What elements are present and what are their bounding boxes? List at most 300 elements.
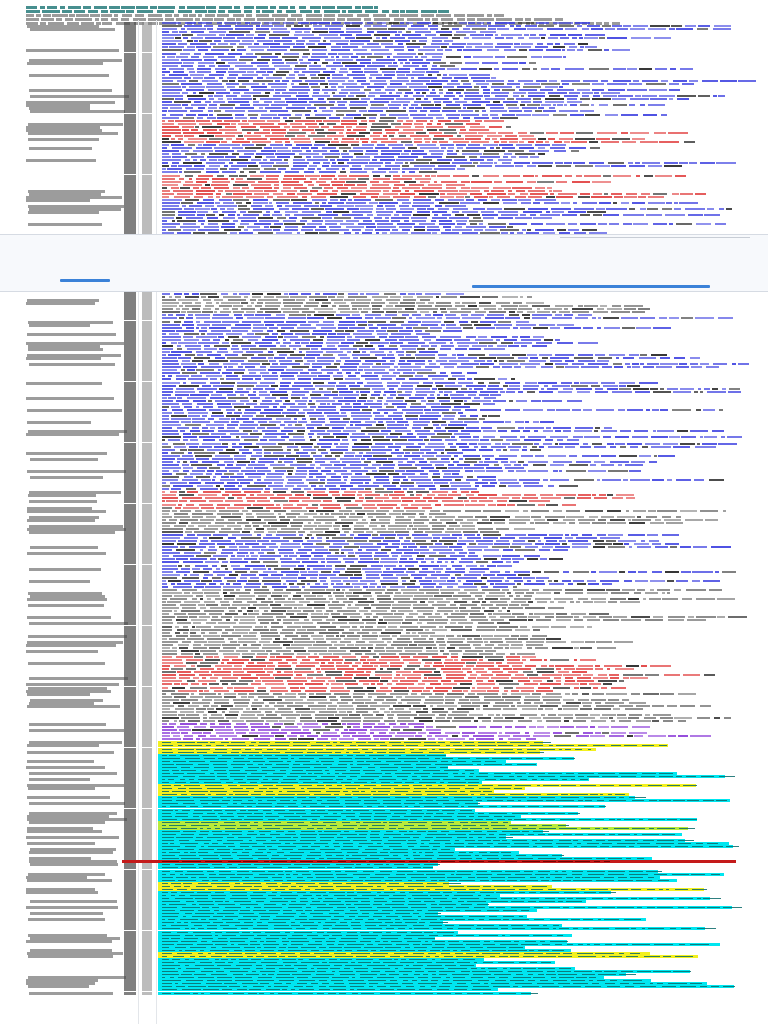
line-text: [162, 482, 166, 484]
line-text: [386, 110, 406, 112]
line-text: [292, 391, 309, 393]
line-text: [265, 311, 281, 313]
line-text: [470, 159, 484, 161]
line-text: [507, 360, 525, 362]
line-text: [162, 168, 166, 170]
line-text: [218, 56, 236, 58]
line-text: [187, 369, 195, 371]
line-text: [200, 159, 205, 161]
line-text: [353, 77, 366, 79]
line-text: [225, 491, 241, 493]
line-text: [603, 214, 619, 216]
line-text: [174, 412, 184, 414]
line-text: [406, 43, 427, 45]
line-text: [522, 68, 530, 70]
line-text: [235, 25, 253, 27]
line-text: [299, 59, 303, 61]
line-text: [162, 345, 173, 347]
line-text: [182, 302, 192, 304]
line-text: [439, 552, 455, 554]
line-text: [402, 513, 416, 515]
line-text: [201, 366, 221, 368]
line-text: [207, 333, 223, 335]
line-text: [655, 175, 672, 177]
line-text: [279, 458, 294, 460]
line-text: [553, 549, 568, 551]
line-text: [515, 165, 523, 167]
line-text: [480, 439, 489, 441]
line-text: [242, 415, 253, 417]
line-text: [689, 80, 698, 82]
line-text: [162, 427, 172, 429]
line-text: [508, 193, 515, 195]
line-text: [213, 46, 233, 48]
line-text: [178, 540, 198, 542]
line-text: [407, 491, 413, 493]
line-text: [182, 34, 193, 36]
line-text: [612, 305, 622, 307]
line-text: [408, 516, 415, 518]
line-text: [285, 400, 290, 402]
line-text: [196, 406, 199, 408]
line-text: [494, 464, 499, 466]
line-text: [460, 165, 475, 167]
line-text: [454, 339, 470, 341]
line-text: [465, 196, 470, 198]
line-text: [178, 123, 196, 125]
line-text: [225, 156, 236, 158]
line-text: [478, 443, 491, 445]
line-text: [414, 141, 422, 143]
line-text: [326, 366, 337, 368]
line-text: [187, 397, 206, 399]
line-text: [396, 98, 414, 100]
line-text: [340, 458, 360, 460]
line-text: [539, 354, 552, 356]
line-text: [244, 491, 260, 493]
line-text: [162, 147, 167, 149]
line-text: [436, 427, 440, 429]
line-text: [550, 193, 555, 195]
line-text: [212, 120, 221, 122]
line-text: [195, 510, 202, 512]
line-text: [643, 114, 657, 116]
line-text: [441, 181, 458, 183]
line-text: [482, 296, 498, 298]
line-text: [454, 120, 470, 122]
line-text: [427, 397, 434, 399]
line-text: [564, 162, 572, 164]
line-text: [433, 473, 440, 475]
line-text: [482, 455, 494, 457]
line-text: [473, 162, 477, 164]
line-text: [417, 211, 431, 213]
line-text: [419, 513, 424, 515]
line-text: [425, 293, 441, 295]
line-text: [358, 178, 369, 180]
line-text: [174, 321, 181, 323]
line-text: [702, 443, 717, 445]
line-text: [179, 494, 194, 496]
line-text: [180, 187, 190, 189]
line-text: [341, 552, 344, 554]
line-text: [501, 342, 513, 344]
line-text: [487, 159, 493, 161]
line-text: [304, 357, 315, 359]
line-text: [361, 98, 370, 100]
line-text: [465, 409, 477, 411]
line-text: [257, 540, 269, 542]
line-text: [523, 409, 544, 411]
line-text: [547, 43, 553, 45]
line-text: [307, 360, 314, 362]
line-text: [327, 345, 335, 347]
line-text: [343, 418, 350, 420]
line-text: [632, 366, 640, 368]
line-text: [415, 363, 425, 365]
line-text: [470, 193, 483, 195]
line-text: [162, 385, 176, 387]
line-text: [509, 400, 513, 402]
line-text: [280, 424, 285, 426]
line-text: [206, 168, 218, 170]
line-text: [203, 308, 211, 310]
line-text: [264, 491, 270, 493]
line-text: [188, 449, 204, 451]
line-text: [311, 552, 331, 554]
line-text: [271, 129, 286, 131]
line-text: [462, 153, 482, 155]
line-text: [267, 330, 273, 332]
line-text: [353, 357, 357, 359]
line-text: [386, 305, 393, 307]
line-text: [662, 516, 671, 518]
line-text: [530, 449, 542, 451]
line-text: [350, 436, 370, 438]
line-text: [330, 461, 340, 463]
line-text: [419, 418, 437, 420]
line-text: [348, 375, 356, 377]
line-text: [294, 25, 303, 27]
line-text: [357, 80, 366, 82]
line-text: [377, 223, 393, 225]
line-text: [545, 141, 550, 143]
line-text: [162, 299, 176, 301]
line-text: [218, 336, 224, 338]
line-text: [356, 95, 366, 97]
line-text: [513, 95, 520, 97]
line-text: [383, 464, 395, 466]
line-text: [391, 452, 405, 454]
line-text: [352, 449, 371, 451]
line-text: [446, 92, 453, 94]
line-text: [390, 83, 403, 85]
line-text: [519, 537, 540, 539]
line-text: [346, 427, 361, 429]
line-text: [581, 366, 599, 368]
line-text: [456, 391, 477, 393]
line-text: [625, 363, 630, 365]
line-text: [245, 366, 256, 368]
line-text: [310, 418, 316, 420]
line-text: [580, 214, 590, 216]
line-text: [233, 193, 252, 195]
line-text: [451, 372, 462, 374]
line-text: [343, 476, 348, 478]
line-text: [218, 190, 223, 192]
line-text: [307, 540, 323, 542]
line-text: [358, 491, 373, 493]
line-text: [585, 510, 603, 512]
line-text: [631, 461, 645, 463]
line-text: [181, 83, 202, 85]
line-text: [428, 360, 432, 362]
line-text: [627, 409, 643, 411]
line-text: [300, 372, 309, 374]
line-text: [445, 439, 457, 441]
line-text: [639, 68, 651, 70]
line-text: [366, 427, 385, 429]
line-text: [200, 519, 214, 521]
line-text: [497, 500, 507, 502]
line-text: [416, 120, 427, 122]
line-text: [281, 436, 289, 438]
line-text: [298, 421, 307, 423]
line-text: [319, 178, 331, 180]
line-text: [698, 388, 701, 390]
line-text: [181, 421, 191, 423]
line-text: [590, 147, 600, 149]
line-text: [183, 162, 202, 164]
line-text: [313, 330, 332, 332]
line-text: [266, 534, 272, 536]
line-text: [428, 196, 436, 198]
line-text: [282, 412, 296, 414]
line-text: [285, 205, 300, 207]
line-text: [448, 464, 454, 466]
line-text: [555, 43, 560, 45]
line-text: [241, 220, 257, 222]
line-text: [426, 83, 442, 85]
line-text: [372, 470, 376, 472]
line-text: [646, 83, 666, 85]
line-text: [196, 351, 213, 353]
line-text: [344, 184, 354, 186]
line-text: [260, 126, 280, 128]
line-text: [385, 217, 388, 219]
line-text: [236, 202, 242, 204]
line-text: [309, 68, 326, 70]
line-text: [179, 178, 184, 180]
line-text: [510, 546, 521, 548]
line-text: [353, 403, 361, 405]
line-text: [187, 409, 206, 411]
line-text: [277, 494, 292, 496]
line-text: [524, 485, 543, 487]
line-text: [502, 494, 522, 496]
line-text: [445, 427, 463, 429]
line-text: [625, 464, 642, 466]
line-text: [516, 98, 531, 100]
line-text: [479, 500, 493, 502]
line-text: [188, 378, 208, 380]
line-text: [162, 59, 179, 61]
line-text: [276, 418, 291, 420]
line-text: [541, 366, 553, 368]
line-text: [215, 202, 220, 204]
line-text: [601, 92, 621, 94]
line-text: [342, 214, 363, 216]
line-text: [353, 531, 364, 533]
line-text: [280, 345, 286, 347]
line-text: [548, 37, 558, 39]
line-text: [291, 491, 304, 493]
line-text: [442, 110, 456, 112]
line-text: [162, 305, 177, 307]
line-text: [608, 546, 625, 548]
line-text: [456, 443, 467, 445]
line-text: [239, 59, 253, 61]
line-text: [396, 549, 413, 551]
line-text: [479, 302, 491, 304]
line-text: [578, 314, 593, 316]
line-text: [361, 439, 371, 441]
line-text: [557, 229, 567, 231]
line-text: [195, 455, 212, 457]
line-text: [296, 452, 308, 454]
line-text: [458, 357, 477, 359]
line-text: [455, 348, 467, 350]
line-text: [568, 540, 587, 542]
line-text: [311, 348, 318, 350]
line-text: [406, 446, 421, 448]
line-text: [309, 299, 314, 301]
line-text: [367, 56, 384, 58]
line-text: [499, 455, 517, 457]
line-text: [669, 317, 679, 319]
line-text: [379, 470, 394, 472]
line-text: [283, 187, 291, 189]
line-text: [471, 491, 479, 493]
line-text: [412, 540, 427, 542]
line-text: [508, 485, 521, 487]
line-text: [604, 193, 608, 195]
line-text: [394, 491, 404, 493]
line-text: [528, 196, 542, 198]
line-text: [260, 372, 269, 374]
line-text: [530, 156, 539, 158]
line-text: [162, 28, 177, 30]
line-text: [274, 211, 280, 213]
line-text: [410, 135, 429, 137]
line-text: [355, 372, 360, 374]
line-text: [416, 333, 430, 335]
line-text: [316, 120, 321, 122]
line-text: [196, 336, 217, 338]
line-text: [432, 534, 450, 536]
line-text: [309, 101, 327, 103]
line-text: [680, 68, 694, 70]
line-text: [508, 470, 514, 472]
line-text: [432, 65, 438, 67]
line-text: [377, 31, 397, 33]
line-text: [252, 522, 266, 524]
line-text: [348, 293, 358, 295]
line-text: [256, 452, 263, 454]
line-text: [535, 175, 538, 177]
line-text: [162, 293, 170, 295]
line-text: [162, 317, 177, 319]
line-text: [623, 214, 644, 216]
line-text: [314, 488, 326, 490]
line-text: [401, 482, 415, 484]
line-text: [292, 147, 299, 149]
line-text: [603, 95, 617, 97]
line-text: [327, 415, 348, 417]
line-text: [182, 86, 186, 88]
line-text: [347, 208, 359, 210]
line-text: [431, 175, 435, 177]
line-text: [286, 476, 306, 478]
line-text: [468, 305, 477, 307]
line-text: [405, 391, 412, 393]
line-text: [429, 555, 446, 557]
line-text: [469, 388, 473, 390]
line-text: [347, 336, 352, 338]
line-text: [469, 220, 483, 222]
line-text: [564, 95, 578, 97]
line-text: [478, 494, 497, 496]
line-text: [380, 117, 396, 119]
line-text: [404, 455, 421, 457]
line-text: [469, 497, 487, 499]
line-text: [376, 211, 393, 213]
line-text: [287, 470, 293, 472]
line-text: [179, 171, 182, 173]
line-text: [512, 187, 531, 189]
line-text: [372, 534, 378, 536]
line-text: [565, 68, 584, 70]
line-text: [495, 37, 504, 39]
line-text: [310, 406, 316, 408]
line-text: [215, 68, 228, 70]
line-text: [202, 385, 211, 387]
line-text: [546, 196, 554, 198]
line-text: [420, 552, 436, 554]
line-text: [345, 403, 350, 405]
line-text: [441, 147, 447, 149]
line-text: [184, 339, 199, 341]
line-text: [381, 525, 385, 527]
line-text: [192, 427, 200, 429]
line-text: [576, 461, 591, 463]
line-text: [422, 92, 427, 94]
line-text: [228, 71, 246, 73]
line-text: [283, 220, 296, 222]
line-text: [178, 43, 187, 45]
line-text: [242, 336, 261, 338]
line-text: [462, 302, 476, 304]
line-text: [236, 317, 243, 319]
line-text: [262, 430, 276, 432]
line-text: [352, 433, 365, 435]
line-text: [513, 302, 522, 304]
line-text: [592, 317, 596, 319]
line-text: [287, 132, 305, 134]
line-text: [318, 43, 331, 45]
line-text: [372, 159, 377, 161]
line-text: [712, 430, 723, 432]
